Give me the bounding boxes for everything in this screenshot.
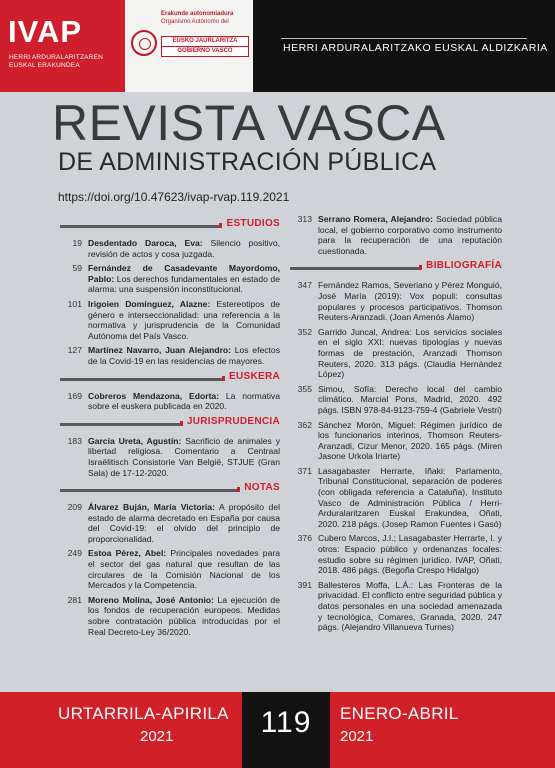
issue-footer — [0, 692, 555, 768]
entry-page-number: 59 — [72, 263, 82, 274]
entry-title: Los efectos de la Covid-19 en las residencias de mayores. — [88, 345, 280, 366]
contents-entry[interactable] — [60, 263, 280, 295]
entry-text — [88, 595, 280, 637]
contents-entry[interactable] — [290, 327, 502, 380]
entry-author: Irigoien Domínguez, Alazne: — [88, 298, 211, 309]
entry-page-number: 347 — [297, 280, 312, 291]
entry-page-number: 169 — [67, 390, 82, 401]
ivap-logo-block — [0, 0, 125, 92]
contents-entry[interactable] — [290, 533, 502, 575]
entry-author: Fernández de Casadevante Mayordomo, Pablo: — [88, 263, 280, 284]
entry-title: Silencio positivo, revisión de actos y cosa juzgada. — [88, 238, 280, 259]
entry-author: García Ureta, Agustín: — [88, 435, 182, 446]
contents-right-column — [290, 214, 502, 637]
entry-page-number: 355 — [297, 383, 312, 394]
footer-months-es: ENERO-ABRIL — [340, 704, 459, 723]
section-title-text: ESTUDIOS — [226, 218, 280, 229]
entry-page-number: 391 — [297, 579, 312, 590]
entry-title: La ejecución de los fondos de recuperación europeos. Medidas sobre contratación pública introducidas por el Real Decreto-Ley 36/2020. — [88, 594, 280, 637]
entry-author: Moreno Molina, José Antonio: — [88, 594, 214, 605]
entry-text — [88, 345, 280, 366]
entry-title: Los derechos fundamentales en estado de alarma: una suspensión inconstitucional. — [88, 273, 280, 295]
entry-page-number: 127 — [67, 345, 82, 356]
section-title — [222, 219, 280, 230]
entry-text — [318, 466, 502, 530]
entry-page-number: 362 — [297, 419, 312, 430]
tagline-rule — [281, 38, 527, 39]
ivap-logo: IVAP — [8, 14, 83, 49]
header-tagline-block — [253, 0, 555, 92]
gov-box-line-1: EUSKO JAURLARITZA — [172, 38, 238, 44]
contents-entry[interactable] — [60, 299, 280, 341]
entry-author: Serrano Romera, Alejandro: — [318, 214, 433, 224]
entry-title: Principales novedades para el sector del gas natural que resultan de las circulares de la Comisión Nacional de los Mercados y la Competencia. — [88, 548, 280, 591]
contents-entry[interactable] — [290, 384, 502, 416]
section-header — [60, 484, 280, 497]
contents-entry[interactable] — [290, 214, 502, 256]
entry-page-number: 376 — [297, 533, 312, 544]
contents-entry[interactable] — [290, 280, 502, 322]
entry-text — [318, 580, 502, 633]
entry-text — [318, 214, 502, 256]
entry-text — [88, 548, 280, 590]
section-title-text: BIBLIOGRAFÍA — [426, 260, 502, 272]
entry-text — [88, 299, 280, 341]
section-header — [60, 220, 280, 233]
doi-link[interactable]: https://doi.org/10.47623/ivap-rvap.119.2021 — [58, 190, 290, 204]
tagline: HERRI ARDURALARITZAKO EUSKAL ALDIZKARIA — [283, 42, 548, 54]
ivap-logo-subtitle — [9, 54, 103, 70]
section-marker — [222, 376, 225, 381]
section-marker — [219, 223, 222, 228]
section-marker — [180, 421, 183, 426]
entry-author: Cobreros Mendazona, Edorta: — [88, 390, 220, 401]
entry-text — [88, 263, 280, 295]
entry-page-number: 249 — [67, 548, 82, 559]
entry-author: Desdentado Daroca, Eva: — [88, 238, 203, 248]
entry-page-number: 313 — [297, 214, 312, 224]
section-title-text: EUSKERA — [229, 370, 280, 382]
section-title — [225, 372, 280, 383]
section-header — [60, 415, 280, 431]
contents-entry[interactable] — [60, 345, 280, 366]
contents-entry[interactable] — [60, 595, 280, 637]
entry-page-number: 371 — [297, 465, 312, 476]
entry-title: Fernández Ramos, Severiano y Pérez Monguió, José María (2019): Vox populi: consultas populares y procesos participativos. Thomson Reuters-Aranzadi. (Joan Amenós Álamo) — [318, 280, 502, 323]
entry-title: Estereotipos de género e interseccionalidad: una referencia a la normativa y jurisprudencia de la Comunidad Autónoma del País Vasco. — [88, 298, 281, 341]
entry-title: A propósito del estado de alarma decretado en España por causa del Covid-19: el olvido del principio de proporcionalidad. — [88, 502, 280, 544]
entry-page-number: 352 — [297, 326, 312, 337]
section-title-text: JURISPRUDENCIA — [186, 415, 280, 427]
title-line-2: DE ADMINISTRACIÓN PÚBLICA — [58, 148, 437, 176]
entry-page-number: 209 — [67, 502, 82, 513]
section-header — [60, 370, 280, 386]
contents-entry[interactable] — [290, 466, 502, 530]
entry-text — [318, 384, 502, 416]
entry-title: Ballesteros Moffa, L.Á.: Las Fronteras de la privacidad. El conflicto entre seguridad pública y datos personales en una sociedad amenazada y tecnológica, Comares, Granada, 2020. 247 págs. (Alejandro Villanueva Turnes) — [318, 579, 502, 633]
entry-title: Simou, Sofía: Derecho local del cambio climático. Marcial Pons, Madrid, 2020. 492 págs. ISBN 978-84-9123-759-4 (Gabriele Vestri) — [318, 383, 502, 415]
section-header — [290, 262, 502, 275]
footer-year-eu: 2021 — [140, 728, 174, 745]
section-title — [422, 261, 502, 272]
entry-text — [88, 391, 280, 412]
contents-entry[interactable] — [60, 238, 280, 259]
title-line-1: REVISTA VASCA — [52, 95, 446, 151]
section-marker — [419, 265, 422, 270]
gov-box-line-2: GOBIERNO VASCO — [162, 46, 248, 56]
entry-text — [318, 420, 502, 462]
government-logo-block — [125, 0, 253, 92]
contents-entry[interactable] — [60, 391, 280, 412]
entry-text — [88, 436, 280, 478]
ivap-sub-line-2: EUSKAL ERAKUNDEA — [9, 62, 80, 69]
entry-title: Cubero Marcos, J.I.; Lasagabaster Herrarte, I. y otros: Espacio público y ordenanzas locales: estudio sobre su régimen jurídico. IVAP, Oñati, 2018. 486 págs. (Begoña Crespo Hidalgo) — [318, 533, 502, 576]
entry-title: La normativa sobre el euskera publicada en 2020. — [88, 390, 280, 412]
entry-text — [88, 502, 280, 544]
entry-author: Martínez Navarro, Juan Alejandro: — [88, 345, 232, 356]
section-title — [183, 417, 280, 428]
entry-title: Sociedad pública local, el gobierno corporativo como instrumento para la recuperación de una reputación cuestionada. — [318, 214, 502, 256]
gov-line-1: Erakunde autonomiadura — [161, 11, 234, 17]
entry-title: Sánchez Morón, Miguel: Régimen jurídico de los funcionarios interinos, Thomson Reuters-Aranzadi, Cizur Menor, 2020. 165 págs. (Miren Jasone Urkola Iriarte) — [318, 419, 502, 462]
entry-author: Álvarez Buján, María Victoria: — [88, 502, 215, 513]
section-title-text: NOTAS — [244, 482, 280, 494]
ivap-sub-line-1: HERRI ARDURALARITZAREN — [9, 54, 103, 61]
entry-text — [318, 327, 502, 380]
footer-months-eu: URTARRILA-APIRILA — [58, 704, 229, 723]
issue-number-box — [242, 692, 330, 768]
issue-number: 119 — [260, 706, 312, 739]
section-title — [240, 483, 280, 494]
contents-left-column — [60, 214, 280, 641]
footer-year-es: 2021 — [340, 728, 374, 745]
entry-page-number: 19 — [72, 238, 82, 248]
entry-page-number: 281 — [67, 594, 82, 605]
contents-entry[interactable] — [60, 436, 280, 478]
entry-author: Estoa Pérez, Abel: — [88, 548, 167, 559]
gov-line-2: Organismo Autónomo del — [161, 19, 229, 25]
contents-entry[interactable] — [60, 502, 280, 544]
section-marker — [237, 487, 240, 492]
entry-title: Lasagabaster Herrarte, Iñaki: Parlamento, Tribunal Constitucional, separación de poderes (con obligada referencia a Cataluña), Instituto Vasco de Administración Pública / Herri-Arduralaritzaren Euskal Erakundea, Oñati, 2020. 218 págs. (Josep Ramon Fuentes i Gasó) — [318, 465, 502, 529]
entry-text — [318, 280, 502, 322]
gov-name-box — [161, 36, 249, 57]
entry-page-number: 183 — [67, 435, 82, 446]
entry-text — [88, 238, 280, 259]
entry-title: Sacrificio de animales y libertad religiosa. Comentario a Centraal Israëlitisch Consistorie Van België, STJUE (Gran Sala) de 17-12-2020. — [88, 435, 280, 478]
entry-title: Garrido Juncal, Andrea: Los servicios sociales en el siglo XXI: nuevas tipologías y nuevas formas de prestación, Aranzadi Thomson Reuters, 2020. 313 págs. (Claudia Hernández López) — [318, 326, 502, 380]
entry-text — [318, 533, 502, 575]
contents-entry[interactable] — [60, 548, 280, 590]
contents-entry[interactable] — [290, 420, 502, 462]
entry-page-number: 101 — [67, 298, 82, 309]
basque-government-seal-icon — [131, 30, 157, 56]
contents-entry[interactable] — [290, 580, 502, 633]
